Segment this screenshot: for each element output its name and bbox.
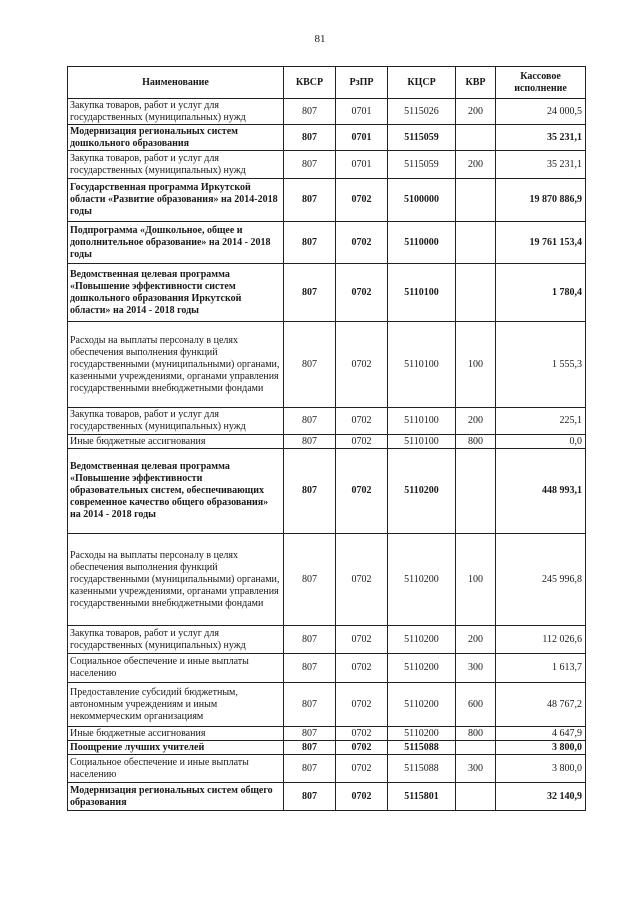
cell-kcsr: 5100000 [388,179,456,222]
cell-name: Закупка товаров, работ и услуг для государственных (муниципальных) нужд [68,99,284,125]
table-row [68,755,586,783]
cell-rzpr: 0702 [336,264,388,322]
cell-amount: 19 870 886,9 [496,179,586,222]
cell-kvsr: 807 [284,741,336,755]
cell-rzpr: 0702 [336,534,388,626]
cell-kcsr: 5110100 [388,322,456,408]
cell-kcsr: 5115088 [388,755,456,783]
cell-name: Закупка товаров, работ и услуг для государственных (муниципальных) нужд [68,626,284,654]
table-row [68,741,586,755]
column-header-kcsr: КЦСР [388,67,456,99]
cell-kvr [456,741,496,755]
cell-kvr: 100 [456,534,496,626]
cell-amount: 4 647,9 [496,727,586,741]
cell-kvsr: 807 [284,151,336,179]
cell-rzpr: 0702 [336,408,388,435]
cell-name: Модернизация региональных систем общего образования [68,783,284,811]
cell-kcsr: 5110200 [388,727,456,741]
cell-kcsr: 5110100 [388,408,456,435]
column-header-kvsr: КВСР [284,67,336,99]
table-row [68,435,586,449]
cell-kvsr: 807 [284,408,336,435]
cell-kvsr: 807 [284,755,336,783]
cell-kvsr: 807 [284,222,336,264]
cell-kvr: 600 [456,683,496,727]
cell-kcsr: 5115801 [388,783,456,811]
cell-kcsr: 5110000 [388,222,456,264]
cell-kvsr: 807 [284,683,336,727]
cell-kcsr: 5110100 [388,264,456,322]
cell-kvsr: 807 [284,626,336,654]
cell-kvr [456,222,496,264]
cell-kvr: 200 [456,408,496,435]
cell-name: Ведомственная целевая программа «Повышение эффективности систем дошкольного образования Иркутской области» на 2014 - 2018 годы [68,264,284,322]
table-body [68,99,586,811]
table-row [68,322,586,408]
cell-amount: 245 996,8 [496,534,586,626]
cell-rzpr: 0702 [336,626,388,654]
cell-amount: 1 555,3 [496,322,586,408]
cell-rzpr: 0702 [336,727,388,741]
cell-kvsr: 807 [284,125,336,151]
cell-amount: 32 140,9 [496,783,586,811]
cell-kvr [456,125,496,151]
column-header-rzpr: РзПР [336,67,388,99]
budget-execution-table [67,66,586,811]
cell-rzpr: 0702 [336,322,388,408]
column-header-name: Наименование [68,67,284,99]
table-row [68,179,586,222]
table-row [68,99,586,125]
cell-kvsr: 807 [284,264,336,322]
cell-kvr: 200 [456,151,496,179]
cell-kvr [456,449,496,534]
cell-kvr: 200 [456,626,496,654]
cell-name: Закупка товаров, работ и услуг для государственных (муниципальных) нужд [68,151,284,179]
cell-amount: 24 000,5 [496,99,586,125]
table-row [68,264,586,322]
cell-rzpr: 0702 [336,222,388,264]
cell-kcsr: 5115026 [388,99,456,125]
cell-kcsr: 5110200 [388,626,456,654]
cell-amount: 35 231,1 [496,151,586,179]
cell-name: Закупка товаров, работ и услуг для государственных (муниципальных) нужд [68,408,284,435]
cell-kvr: 200 [456,99,496,125]
cell-kcsr: 5110200 [388,449,456,534]
table-row [68,534,586,626]
cell-name: Поощрение лучших учителей [68,741,284,755]
cell-amount: 0,0 [496,435,586,449]
cell-kvr [456,783,496,811]
cell-amount: 1 780,4 [496,264,586,322]
cell-rzpr: 0702 [336,179,388,222]
cell-name: Иные бюджетные ассигнования [68,435,284,449]
table-row [68,727,586,741]
cell-kvsr: 807 [284,534,336,626]
cell-kvr: 300 [456,755,496,783]
cell-kvr [456,179,496,222]
cell-amount: 19 761 153,4 [496,222,586,264]
cell-kvsr: 807 [284,654,336,683]
cell-kvsr: 807 [284,435,336,449]
cell-name: Социальное обеспечение и иные выплаты населению [68,654,284,683]
cell-kvr: 800 [456,435,496,449]
column-header-kvr: КВР [456,67,496,99]
table-header-row [68,67,586,99]
cell-name: Иные бюджетные ассигнования [68,727,284,741]
cell-name: Социальное обеспечение и иные выплаты населению [68,755,284,783]
cell-kcsr: 5115059 [388,151,456,179]
cell-name: Предоставление субсидий бюджетным, автономным учреждениям и иным некоммерческим организациям [68,683,284,727]
cell-kcsr: 5115088 [388,741,456,755]
table-row [68,222,586,264]
cell-rzpr: 0701 [336,99,388,125]
cell-kcsr: 5115059 [388,125,456,151]
cell-kvr: 800 [456,727,496,741]
cell-amount: 3 800,0 [496,741,586,755]
cell-amount: 112 026,6 [496,626,586,654]
cell-name: Государственная программа Иркутской области «Развитие образования» на 2014-2018 годы [68,179,284,222]
table-row [68,151,586,179]
cell-amount: 3 800,0 [496,755,586,783]
table-row [68,125,586,151]
cell-rzpr: 0702 [336,449,388,534]
cell-kvsr: 807 [284,99,336,125]
cell-name: Модернизация региональных систем дошкольного образования [68,125,284,151]
cell-kvsr: 807 [284,322,336,408]
cell-kcsr: 5110200 [388,654,456,683]
cell-kvr: 100 [456,322,496,408]
table-row [68,783,586,811]
cell-rzpr: 0702 [336,755,388,783]
table-row [68,408,586,435]
table-row [68,654,586,683]
cell-kvsr: 807 [284,783,336,811]
cell-name: Расходы на выплаты персоналу в целях обеспечения выполнения функций государственными (муниципальными) органами, казенными учреждениями, органами управления государственными внебюджетными фондами [68,322,284,408]
cell-rzpr: 0702 [336,654,388,683]
cell-rzpr: 0701 [336,125,388,151]
cell-amount: 225,1 [496,408,586,435]
page-number: 81 [314,33,326,45]
cell-kvsr: 807 [284,727,336,741]
cell-name: Ведомственная целевая программа «Повышение эффективности образовательных систем, обеспечивающих современное качество общего образования» на 2014 - 2018 годы [68,449,284,534]
cell-amount: 35 231,1 [496,125,586,151]
cell-rzpr: 0702 [336,683,388,727]
cell-kvsr: 807 [284,449,336,534]
table-row [68,626,586,654]
cell-name: Подпрограмма «Дошкольное, общее и дополнительное образование» на 2014 - 2018 годы [68,222,284,264]
cell-kcsr: 5110200 [388,534,456,626]
table-row [68,449,586,534]
cell-name: Расходы на выплаты персоналу в целях обеспечения выполнения функций государственными (муниципальными) органами, казенными учреждениями, органами управления государственными внебюджетными фондами [68,534,284,626]
cell-kvr [456,264,496,322]
cell-amount: 48 767,2 [496,683,586,727]
cell-amount: 448 993,1 [496,449,586,534]
cell-kcsr: 5110200 [388,683,456,727]
column-header-cash-execution: Кассовое исполнение [496,67,586,99]
cell-rzpr: 0702 [336,741,388,755]
cell-kvsr: 807 [284,179,336,222]
cell-kcsr: 5110100 [388,435,456,449]
cell-amount: 1 613,7 [496,654,586,683]
table-row [68,683,586,727]
cell-kvr: 300 [456,654,496,683]
cell-rzpr: 0702 [336,783,388,811]
cell-rzpr: 0702 [336,435,388,449]
cell-rzpr: 0701 [336,151,388,179]
